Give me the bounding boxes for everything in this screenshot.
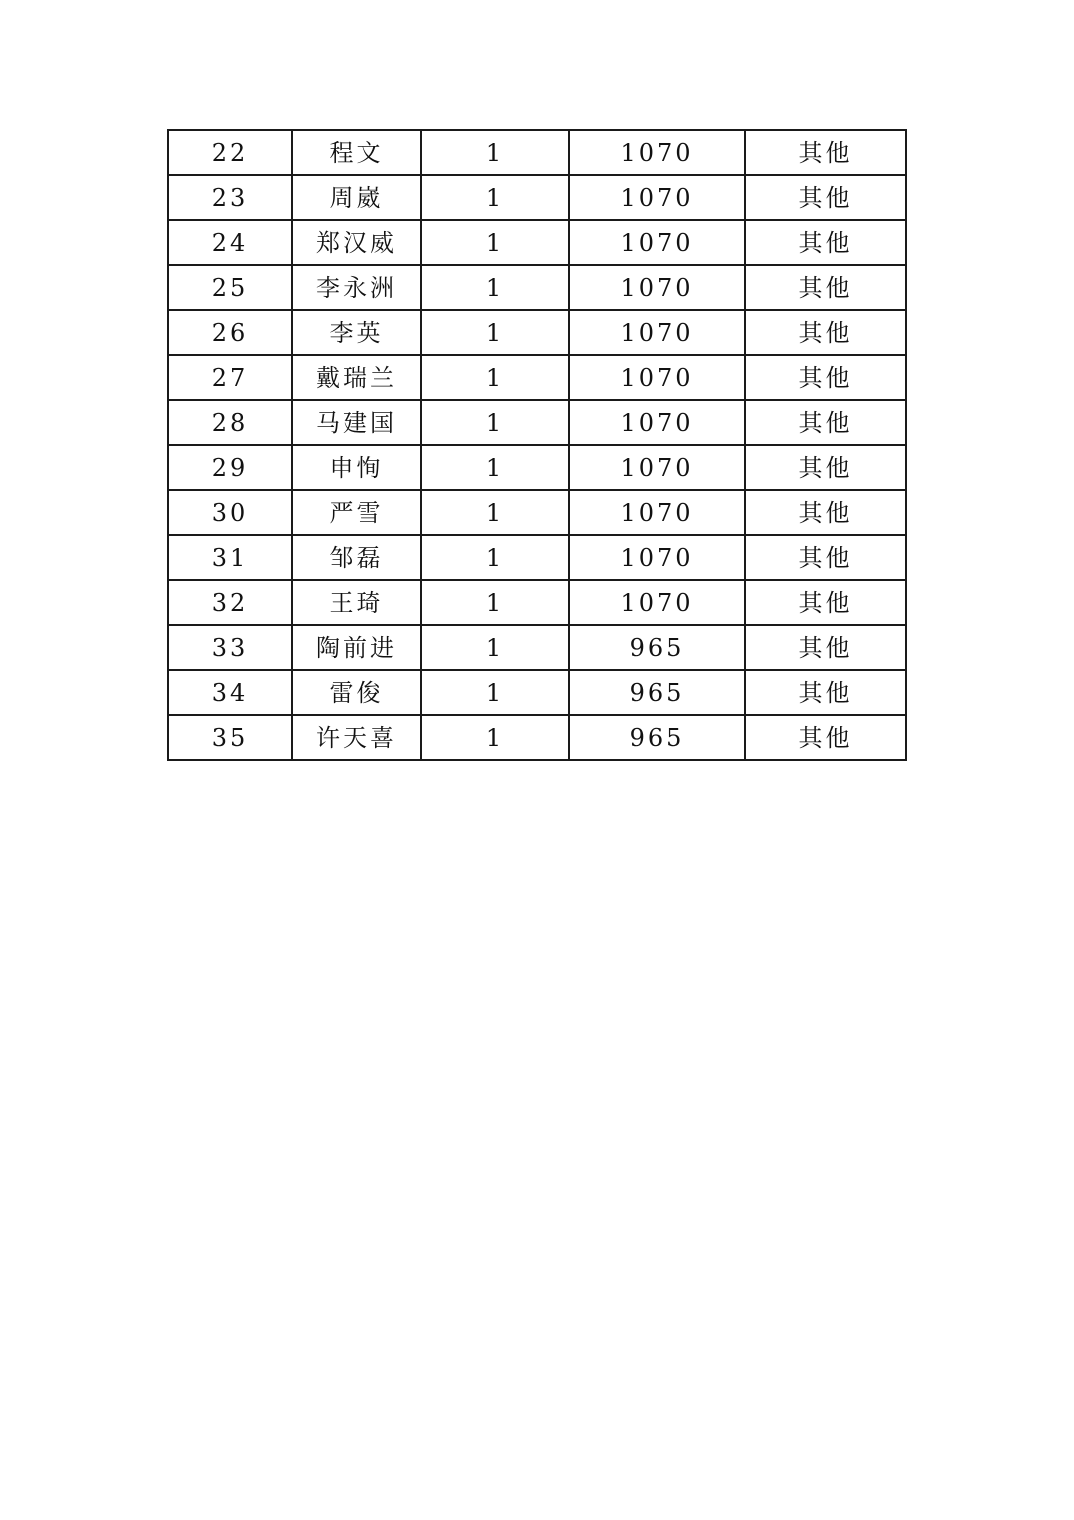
name-cell: 马建国 (292, 400, 421, 445)
table-row (168, 310, 906, 355)
name-cell: 陶前进 (292, 625, 421, 670)
amount-cell: 965 (569, 625, 745, 670)
table-row (168, 445, 906, 490)
name-cell: 申恂 (292, 445, 421, 490)
count-cell: 1 (421, 670, 569, 715)
name-cell: 程文 (292, 130, 421, 175)
table-row (168, 670, 906, 715)
amount-cell: 1070 (569, 130, 745, 175)
category-cell: 其他 (745, 580, 906, 625)
category-cell: 其他 (745, 670, 906, 715)
count-cell: 1 (421, 310, 569, 355)
count-cell: 1 (421, 535, 569, 580)
amount-cell: 1070 (569, 355, 745, 400)
name-cell: 严雪 (292, 490, 421, 535)
row-number-cell: 32 (168, 580, 292, 625)
name-cell: 许天喜 (292, 715, 421, 760)
table-row (168, 400, 906, 445)
category-cell: 其他 (745, 310, 906, 355)
count-cell: 1 (421, 355, 569, 400)
amount-cell: 1070 (569, 445, 745, 490)
category-cell: 其他 (745, 625, 906, 670)
category-cell: 其他 (745, 715, 906, 760)
table-row (168, 580, 906, 625)
table-row (168, 265, 906, 310)
amount-cell: 965 (569, 670, 745, 715)
category-cell: 其他 (745, 175, 906, 220)
row-number-cell: 29 (168, 445, 292, 490)
table-row (168, 535, 906, 580)
category-cell: 其他 (745, 220, 906, 265)
amount-cell: 1070 (569, 490, 745, 535)
table-row (168, 490, 906, 535)
row-number-cell: 31 (168, 535, 292, 580)
amount-cell: 1070 (569, 580, 745, 625)
category-cell: 其他 (745, 130, 906, 175)
category-cell: 其他 (745, 265, 906, 310)
row-number-cell: 35 (168, 715, 292, 760)
amount-cell: 1070 (569, 220, 745, 265)
name-cell: 李永洲 (292, 265, 421, 310)
name-cell: 李英 (292, 310, 421, 355)
count-cell: 1 (421, 580, 569, 625)
row-number-cell: 27 (168, 355, 292, 400)
amount-cell: 1070 (569, 400, 745, 445)
amount-cell: 1070 (569, 535, 745, 580)
name-cell: 郑汉威 (292, 220, 421, 265)
category-cell: 其他 (745, 535, 906, 580)
table-row (168, 130, 906, 175)
table-row (168, 715, 906, 760)
amount-cell: 965 (569, 715, 745, 760)
count-cell: 1 (421, 445, 569, 490)
row-number-cell: 30 (168, 490, 292, 535)
category-cell: 其他 (745, 355, 906, 400)
roster-table (167, 129, 907, 761)
name-cell: 王琦 (292, 580, 421, 625)
row-number-cell: 26 (168, 310, 292, 355)
row-number-cell: 33 (168, 625, 292, 670)
count-cell: 1 (421, 490, 569, 535)
row-number-cell: 28 (168, 400, 292, 445)
amount-cell: 1070 (569, 175, 745, 220)
name-cell: 雷俊 (292, 670, 421, 715)
category-cell: 其他 (745, 490, 906, 535)
row-number-cell: 34 (168, 670, 292, 715)
category-cell: 其他 (745, 445, 906, 490)
row-number-cell: 22 (168, 130, 292, 175)
count-cell: 1 (421, 265, 569, 310)
amount-cell: 1070 (569, 310, 745, 355)
count-cell: 1 (421, 220, 569, 265)
table-row (168, 220, 906, 265)
name-cell: 周崴 (292, 175, 421, 220)
count-cell: 1 (421, 400, 569, 445)
count-cell: 1 (421, 130, 569, 175)
row-number-cell: 25 (168, 265, 292, 310)
count-cell: 1 (421, 625, 569, 670)
count-cell: 1 (421, 175, 569, 220)
row-number-cell: 24 (168, 220, 292, 265)
count-cell: 1 (421, 715, 569, 760)
name-cell: 邹磊 (292, 535, 421, 580)
category-cell: 其他 (745, 400, 906, 445)
row-number-cell: 23 (168, 175, 292, 220)
table-row (168, 355, 906, 400)
name-cell: 戴瑞兰 (292, 355, 421, 400)
amount-cell: 1070 (569, 265, 745, 310)
table-row (168, 175, 906, 220)
table-row (168, 625, 906, 670)
